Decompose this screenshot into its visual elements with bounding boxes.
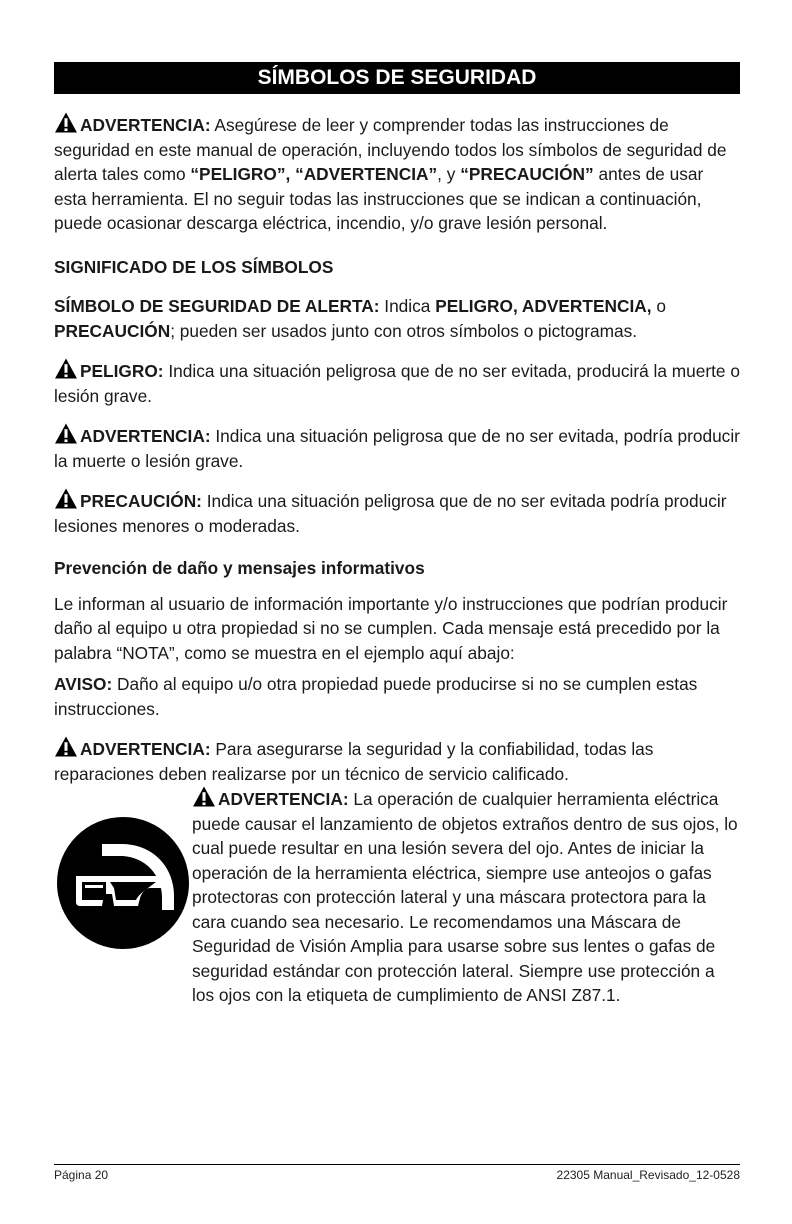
intro-warning: ADVERTENCIA: Asegúrese de leer y comprender todas las instrucciones de seguridad en este manual de operación, incluyendo todos los símbolos de seguridad de alerta tales como “PELIGRO”, “ADVERTENCIA”, y “PRECAUCIÓN” antes de usar esta herramienta. El no seguir todas las instrucciones que se indican a continuación, puede ocasionar descarga eléctrica, incendio, y/o grave lesión personal. (54, 112, 740, 236)
repair-warning-label: ADVERTENCIA: (80, 739, 211, 759)
alert-symbol-paragraph: SÍMBOLO DE SEGURIDAD DE ALERTA: Indica PELIGRO, ADVERTENCIA, o PRECAUCIÓN; pueden ser usados junto con otros símbolos o pictogramas. (54, 296, 666, 341)
danger-paragraph: PELIGRO: Indica una situación peligrosa que de no ser evitada, producirá la muerte o lesión grave. (54, 358, 740, 408)
eye-warning-paragraph: ADVERTENCIA: La operación de cualquier herramienta eléctrica puede causar el lanzamiento de objetos extraños dentro de sus ojos, lo cual puede resultar en una lesión severa del ojo. Antes de iniciar la operación de la herramienta eléctrica, siempre use anteojos o gafas protectoras con protección lateral y una máscara protectora para la cara cuando sea necesario. Le recomendamos una Máscara de Seguridad de Visión Amplia para usarse sobre sus lentes o gafas de seguridad estándar con protección lateral. Siempre use protección a los ojos con la etiqueta de cumplimiento de ANSI Z87.1. (192, 786, 740, 1008)
caution-label: PRECAUCIÓN: (80, 491, 202, 511)
warning-triangle-icon (192, 786, 216, 807)
prevention-heading: Prevención de daño y mensajes informativos (54, 558, 425, 578)
section-title-bar (54, 62, 740, 94)
alert-symbol-label: SÍMBOLO DE SEGURIDAD DE ALERTA: (54, 296, 380, 316)
aviso-paragraph: AVISO: Daño al equipo u/o otra propiedad puede producirse si no se cumplen estas instrucciones. (54, 674, 698, 719)
danger-label: PELIGRO: (80, 361, 164, 381)
page-footer (54, 1164, 740, 1182)
warning-paragraph: ADVERTENCIA: Indica una situación peligrosa que de no ser evitada, podría producir la muerte o lesión grave. (54, 423, 740, 473)
manual-page (54, 62, 740, 1008)
warning-triangle-icon (54, 358, 78, 379)
eye-protection-block (54, 786, 740, 1008)
document-id: 22305 Manual_Revisado_12-0528 (556, 1168, 740, 1182)
warning-triangle-icon (54, 112, 78, 133)
meaning-heading: SIGNIFICADO DE LOS SÍMBOLOS (54, 256, 334, 277)
section-title: SÍMBOLOS DE SEGURIDAD (257, 66, 537, 89)
warning-triangle-icon (54, 736, 78, 757)
warning-label: ADVERTENCIA: (80, 426, 211, 446)
page-number: Página 20 (54, 1168, 109, 1182)
warning-triangle-icon (54, 423, 78, 444)
eye-warning-label: ADVERTENCIA: (218, 789, 349, 809)
prevention-text: Le informan al usuario de información importante y/o instrucciones que podrían producir daño al equipo u otra propiedad si no se cumplen. Cada mensaje está precedido por la palabra “NOTA”, como se muestra en el ejemplo aquí abajo: (54, 593, 728, 663)
repair-warning-paragraph: ADVERTENCIA: Para asegurarse la seguridad y la confiabilidad, todas las reparaciones deben realizarse por un técnico de servicio calificado. (54, 736, 740, 786)
aviso-label: AVISO: (54, 674, 113, 694)
safety-goggles-icon (54, 814, 192, 952)
warning-triangle-icon (54, 488, 78, 509)
intro-warning-label: ADVERTENCIA: (80, 115, 211, 135)
caution-paragraph: PRECAUCIÓN: Indica una situación peligrosa que de no ser evitada podría producir lesiones menores o moderadas. (54, 488, 740, 538)
